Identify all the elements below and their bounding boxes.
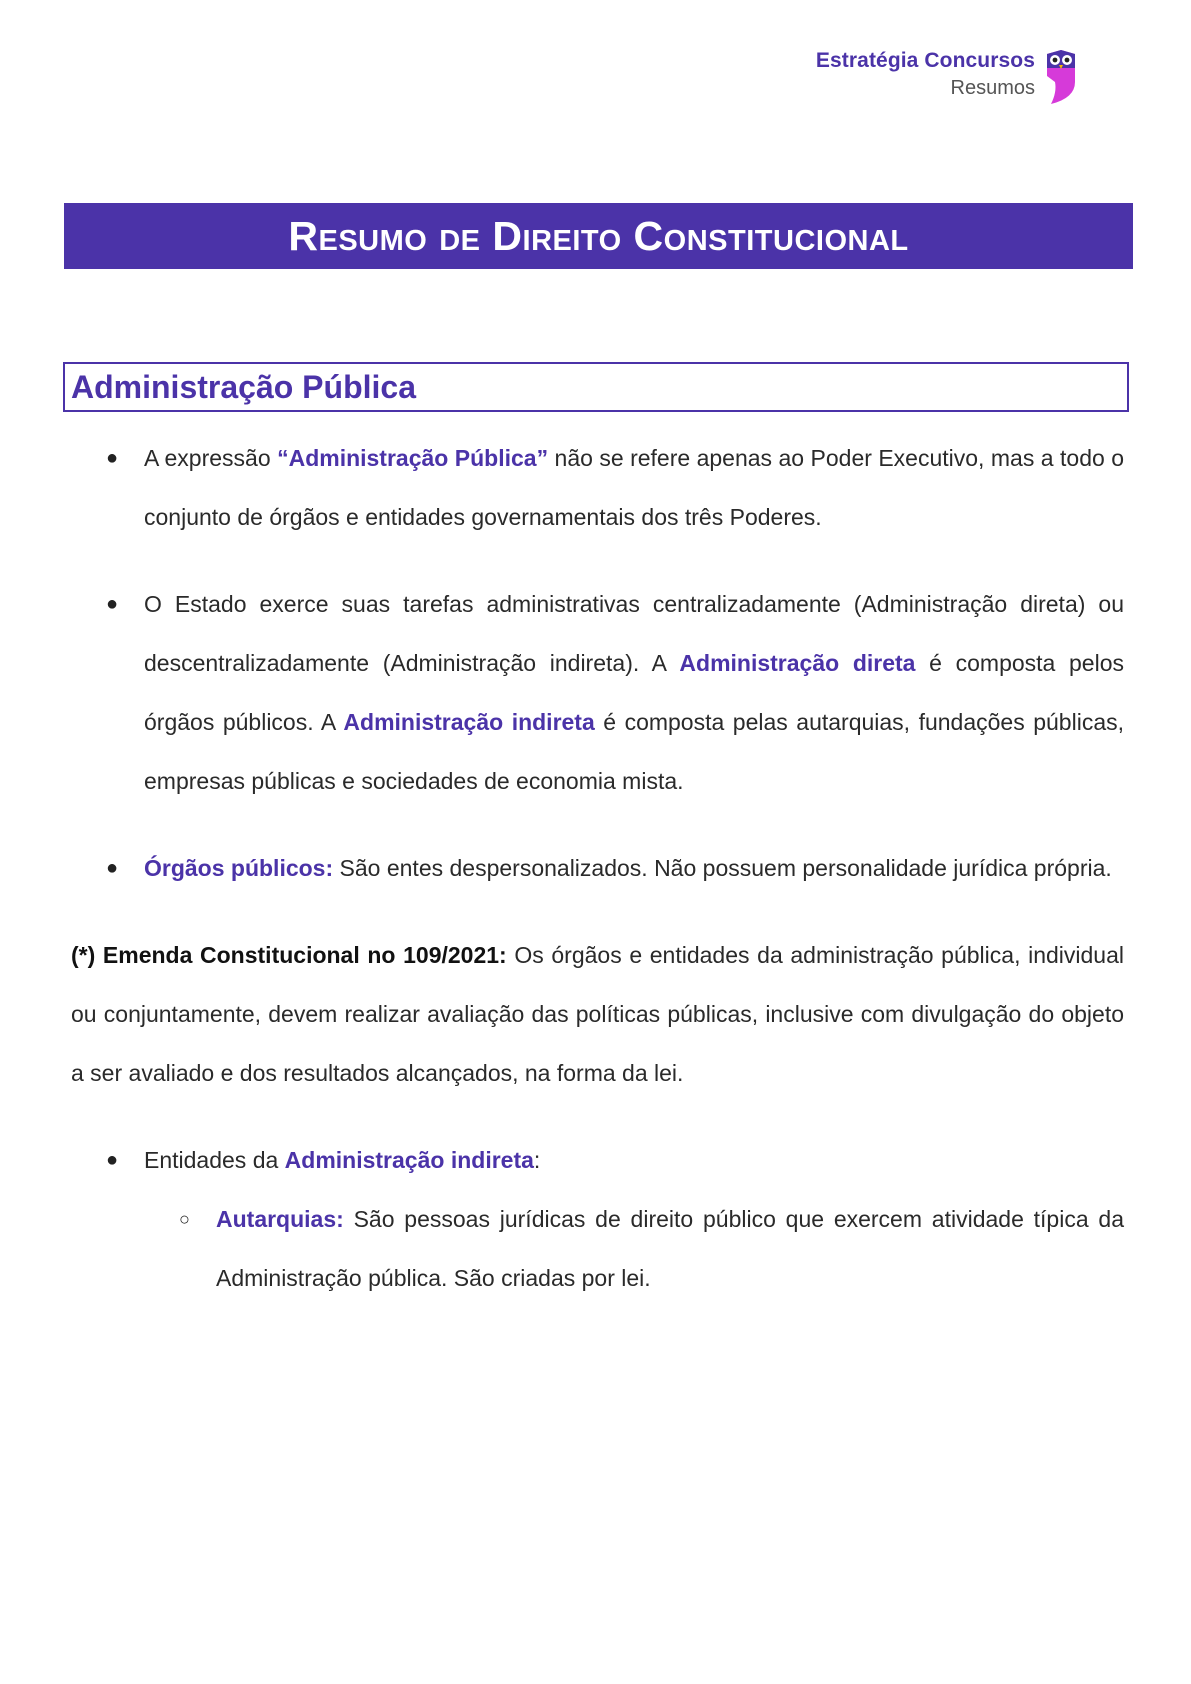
document-body bbox=[71, 429, 1124, 1308]
highlight-term: Órgãos públicos: bbox=[144, 855, 334, 881]
text-span: é composta pelas autarquias, fundações públicas, empresas públicas e sociedades de economia mista. bbox=[144, 709, 1124, 794]
text-span: A expressão bbox=[144, 445, 278, 471]
owl-icon bbox=[1043, 46, 1079, 106]
note-text: Os órgãos e entidades da administração pública, individual ou conjuntamente, devem realizar avaliação das políticas públicas, inclusive com divulgação do objeto a ser avaliado e dos resultados alcançados, na forma da lei. bbox=[71, 942, 1124, 1086]
circle-bullet-icon: ○ bbox=[179, 1209, 190, 1229]
text-span: São pessoas jurídicas de direito público que exercem atividade típica da Administração pública. São criadas por lei. bbox=[216, 1206, 1124, 1291]
document-title-bar bbox=[64, 203, 1133, 269]
list-item bbox=[71, 839, 1124, 898]
highlight-term: Administração indireta bbox=[284, 1147, 534, 1173]
section-header-box bbox=[63, 362, 1129, 412]
bullet-icon: ● bbox=[106, 593, 119, 615]
text-span: não se refere apenas ao Poder Executivo, mas a todo o conjunto de órgãos e entidades governamentais dos três Poderes. bbox=[144, 445, 1125, 530]
list-item bbox=[71, 429, 1124, 547]
brand-name: Estratégia Concursos bbox=[815, 49, 1035, 72]
brand-block bbox=[816, 48, 1035, 100]
brand-subtitle: Resumos bbox=[950, 77, 1035, 100]
sub-list-item bbox=[71, 1190, 1124, 1308]
text-span: : bbox=[533, 1147, 541, 1173]
highlight-term: Autarquias: bbox=[216, 1206, 344, 1232]
section-title: Administração Pública bbox=[71, 368, 416, 405]
list-item bbox=[71, 575, 1124, 811]
amendment-note bbox=[71, 926, 1124, 1103]
bullet-icon: ● bbox=[106, 447, 119, 469]
highlight-term: Administração direta bbox=[679, 650, 916, 676]
bullet-icon: ● bbox=[106, 1149, 119, 1171]
note-label: (*) Emenda Constitucional no 109/2021: bbox=[71, 942, 507, 968]
text-span: Entidades da bbox=[144, 1147, 285, 1173]
text-span: é composta pelos órgãos públicos. A bbox=[144, 650, 1124, 735]
bullet-icon: ● bbox=[106, 857, 119, 879]
text-span: São entes despersonalizados. Não possuem personalidade jurídica própria. bbox=[333, 855, 1112, 881]
document-title: Resumo de Direito Constitucional bbox=[288, 212, 909, 259]
highlight-term: “Administração Pública” bbox=[277, 445, 549, 471]
text-span: O Estado exerce suas tarefas administrativas centralizadamente (Administração direta) ou descentralizadamente (Administração indireta). A bbox=[144, 591, 1124, 676]
list-item bbox=[71, 1131, 1124, 1190]
highlight-term: Administração indireta bbox=[343, 709, 595, 735]
